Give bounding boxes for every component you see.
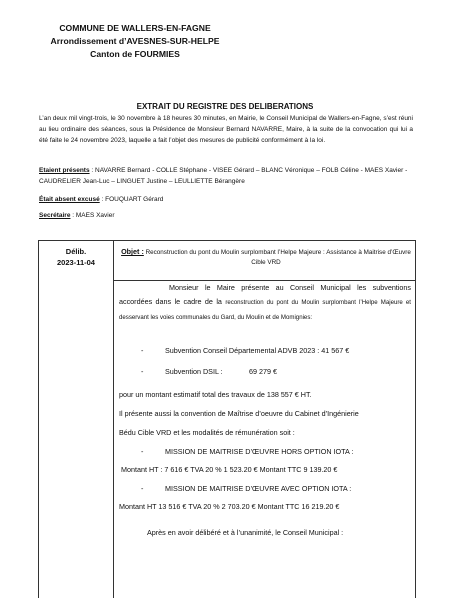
deliberation-table xyxy=(38,240,416,598)
bullet-subvention-2: - xyxy=(141,367,144,376)
convention-line-2: Bédu Cible VRD et les modalités de rémunération soit : xyxy=(119,428,295,437)
secretary-label: Secrétaire xyxy=(39,212,71,219)
mission-2-title: MISSION DE MAITRISE D’ŒUVRE AVEC OPTION IOTA : xyxy=(165,484,352,493)
convention-line-1: Il présente aussi la convention de Maîtrise d’oeuvre du Cabinet d’Ingénierie xyxy=(119,409,359,418)
subvention-departement: Subvention Conseil Départemental ADVB 2023 : 41 567 € xyxy=(165,346,350,355)
closing-sentence: Après en avoir délibéré et à l’unanimité, le Conseil Municipal : xyxy=(147,528,344,537)
intro-paragraph: L’an deux mil vingt-trois, le 30 novembre à 18 heures 30 minutes, en Mairie, le Conseil Municipal de Wallers-en-Fagne, s’est réuni au lieu ordinaire des séances, sous la Présidence de Monsieur Bernard NAVARRE, Maire, à la suite de la convocation qui lui a été faite le 24 novembre 2023, laquelle a fait l’objet des mesures de publicité conformément à la loi. xyxy=(39,115,413,144)
excused-label: Était absent excusé xyxy=(39,196,100,203)
deliberation-number: 2023-11-04 xyxy=(57,258,95,267)
bullet-mission-1: - xyxy=(141,447,144,456)
canton: Canton de FOURMIES xyxy=(90,49,180,59)
subventions-paragraph xyxy=(119,281,411,325)
present-label: Etaient présents xyxy=(39,167,90,174)
subvention-dsil-label: Subvention DSIL : xyxy=(165,367,223,376)
bullet-subvention-1: - xyxy=(141,346,144,355)
document-title: EXTRAIT DU REGISTRE DES DELIBERATIONS xyxy=(136,102,314,111)
deliberation-label: Délib. xyxy=(65,247,87,256)
subvention-dsil-amount: 69 279 € xyxy=(249,367,277,376)
secretary xyxy=(39,211,413,222)
table-divider-vertical xyxy=(113,241,114,598)
subventions-object: reconstruction du pont du Moulin surplombant l’Helpe Majeure et desservant les voies communales du Gard, du Moulin et de Momignies: xyxy=(119,299,411,321)
mission-1-amounts: Montant HT : 7 616 € TVA 20 % 1 523.20 € Montant TTC 9 139.20 € xyxy=(121,465,338,474)
total-amount: pour un montant estimatif total des travaux de 138 557 € HT. xyxy=(119,390,312,399)
commune-name: COMMUNE DE WALLERS-EN-FAGNE xyxy=(59,23,211,33)
subventions-intro: Monsieur le Maire présente au Conseil Municipal les subventions accordées dans le cadre de la xyxy=(119,283,411,306)
objet-text: Reconstruction du pont du Moulin surplombant l’Helpe Majeure : Assistance à Maitrise d’Œuvre Cible VRD xyxy=(143,249,411,266)
mission-1-title: MISSION DE MAITRISE D’ŒUVRE HORS OPTION IOTA : xyxy=(165,447,354,456)
present-members xyxy=(39,166,413,188)
arrondissement: Arrondissement d’AVESNES-SUR-HELPE xyxy=(50,36,220,46)
present-list: : NAVARRE Bernard - COLLE Stéphane - VISEE Gérard – BLANC Véronique – FOLB Céline - MAES Xavier - CAUDRELIER Jean-Luc – LINGUET Justine – LEULLIETTE Bérangère xyxy=(39,167,408,185)
excused-list: : FOUQUART Gérard xyxy=(99,196,164,203)
deliberation-number-cell xyxy=(39,246,113,268)
mission-2-amounts: Montant HT 13 516 € TVA 20 % 2 703.20 € Montant TTC 16 219.20 € xyxy=(119,502,340,511)
excused-members xyxy=(39,195,413,206)
objet-label: Objet : xyxy=(121,247,144,256)
secretary-name: : MAES Xavier xyxy=(70,212,115,219)
bullet-mission-2: - xyxy=(141,484,144,493)
objet-cell xyxy=(119,247,413,267)
letterhead xyxy=(35,22,235,61)
